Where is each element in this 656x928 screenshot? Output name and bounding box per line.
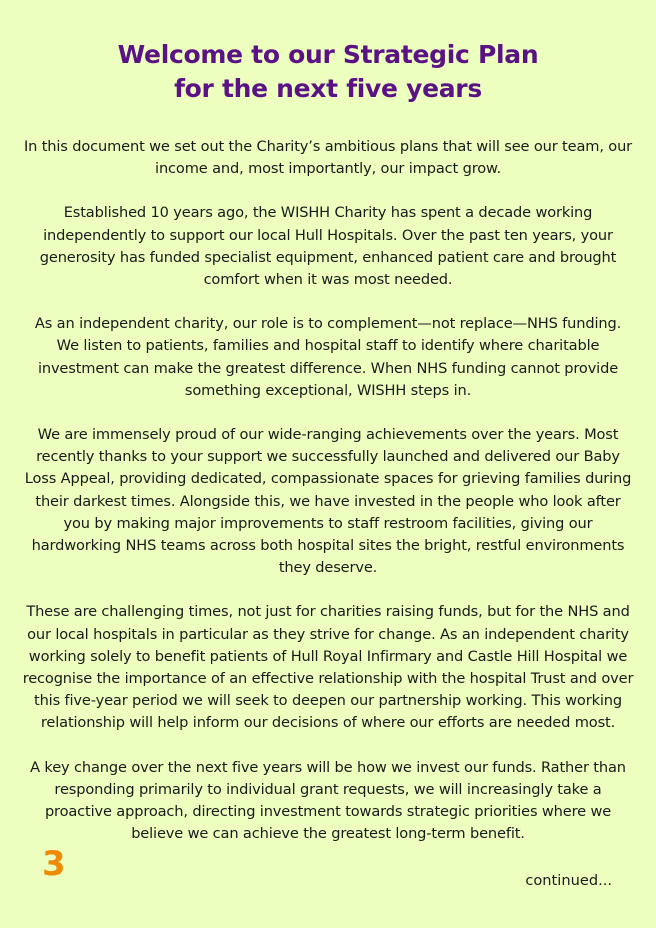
paragraph-history: Established 10 years ago, the WISHH Charity has spent a decade working independently to support our local Hull Hospitals. Over the past ten years, your generosity has funded specialist equipment, enhanced patient care and brought comfort when it was most needed. [39, 204, 617, 289]
paragraph-key-change: A key change over the next five years will be how we invest our funds. Rather than responding primarily to individual grant requests, we will increasingly take a proactive approach, directing investment towards strategic priorities where we believe we can achieve the greatest long-term benefit. [30, 758, 626, 843]
page-number: 3 [42, 844, 66, 884]
body-text [22, 136, 634, 867]
continued-label: continued... [525, 872, 612, 889]
paragraph-achievements: We are immensely proud of our wide-ranging achievements over the years. Most recently thanks to your support we successfully launched and delivered our Baby Loss Appeal, providing dedicated, compassionate spaces for grieving families during their darkest times. Alongside this, we have invested in the people who look after you by making major improvements to staff restroom facilities, giving our hardworking NHS teams across both hospital sites the bright, restful environments they deserve. [24, 426, 632, 577]
page-title-line-2: for the next five years [174, 74, 482, 103]
paragraph-role: As an independent charity, our role is to complement—not replace—NHS funding. We listen to patients, families and hospital staff to identify where charitable investment can make the greatest difference. When NHS funding cannot provide something exceptional, WISHH steps in. [34, 315, 622, 399]
paragraph-challenges: These are challenging times, not just for charities raising funds, but for the NHS and our local hospitals in particular as they strive for change. As an independent charity working solely to benefit patients of Hull Royal Infirmary and Castle Hill Hospital we recognise the importance of an effective relationship with the hospital Trust and over this five-year period we will seek to deepen our partnership working. This working relationship will help inform our decisions of where our efforts are needed most. [22, 603, 634, 732]
paragraph-intro: In this document we set out the Charity’s ambitious plans that will see our team, our income and, most importantly, our impact grow. [23, 138, 633, 178]
page-title [0, 38, 656, 106]
page-title-line-1: Welcome to our Strategic Plan [117, 40, 539, 69]
